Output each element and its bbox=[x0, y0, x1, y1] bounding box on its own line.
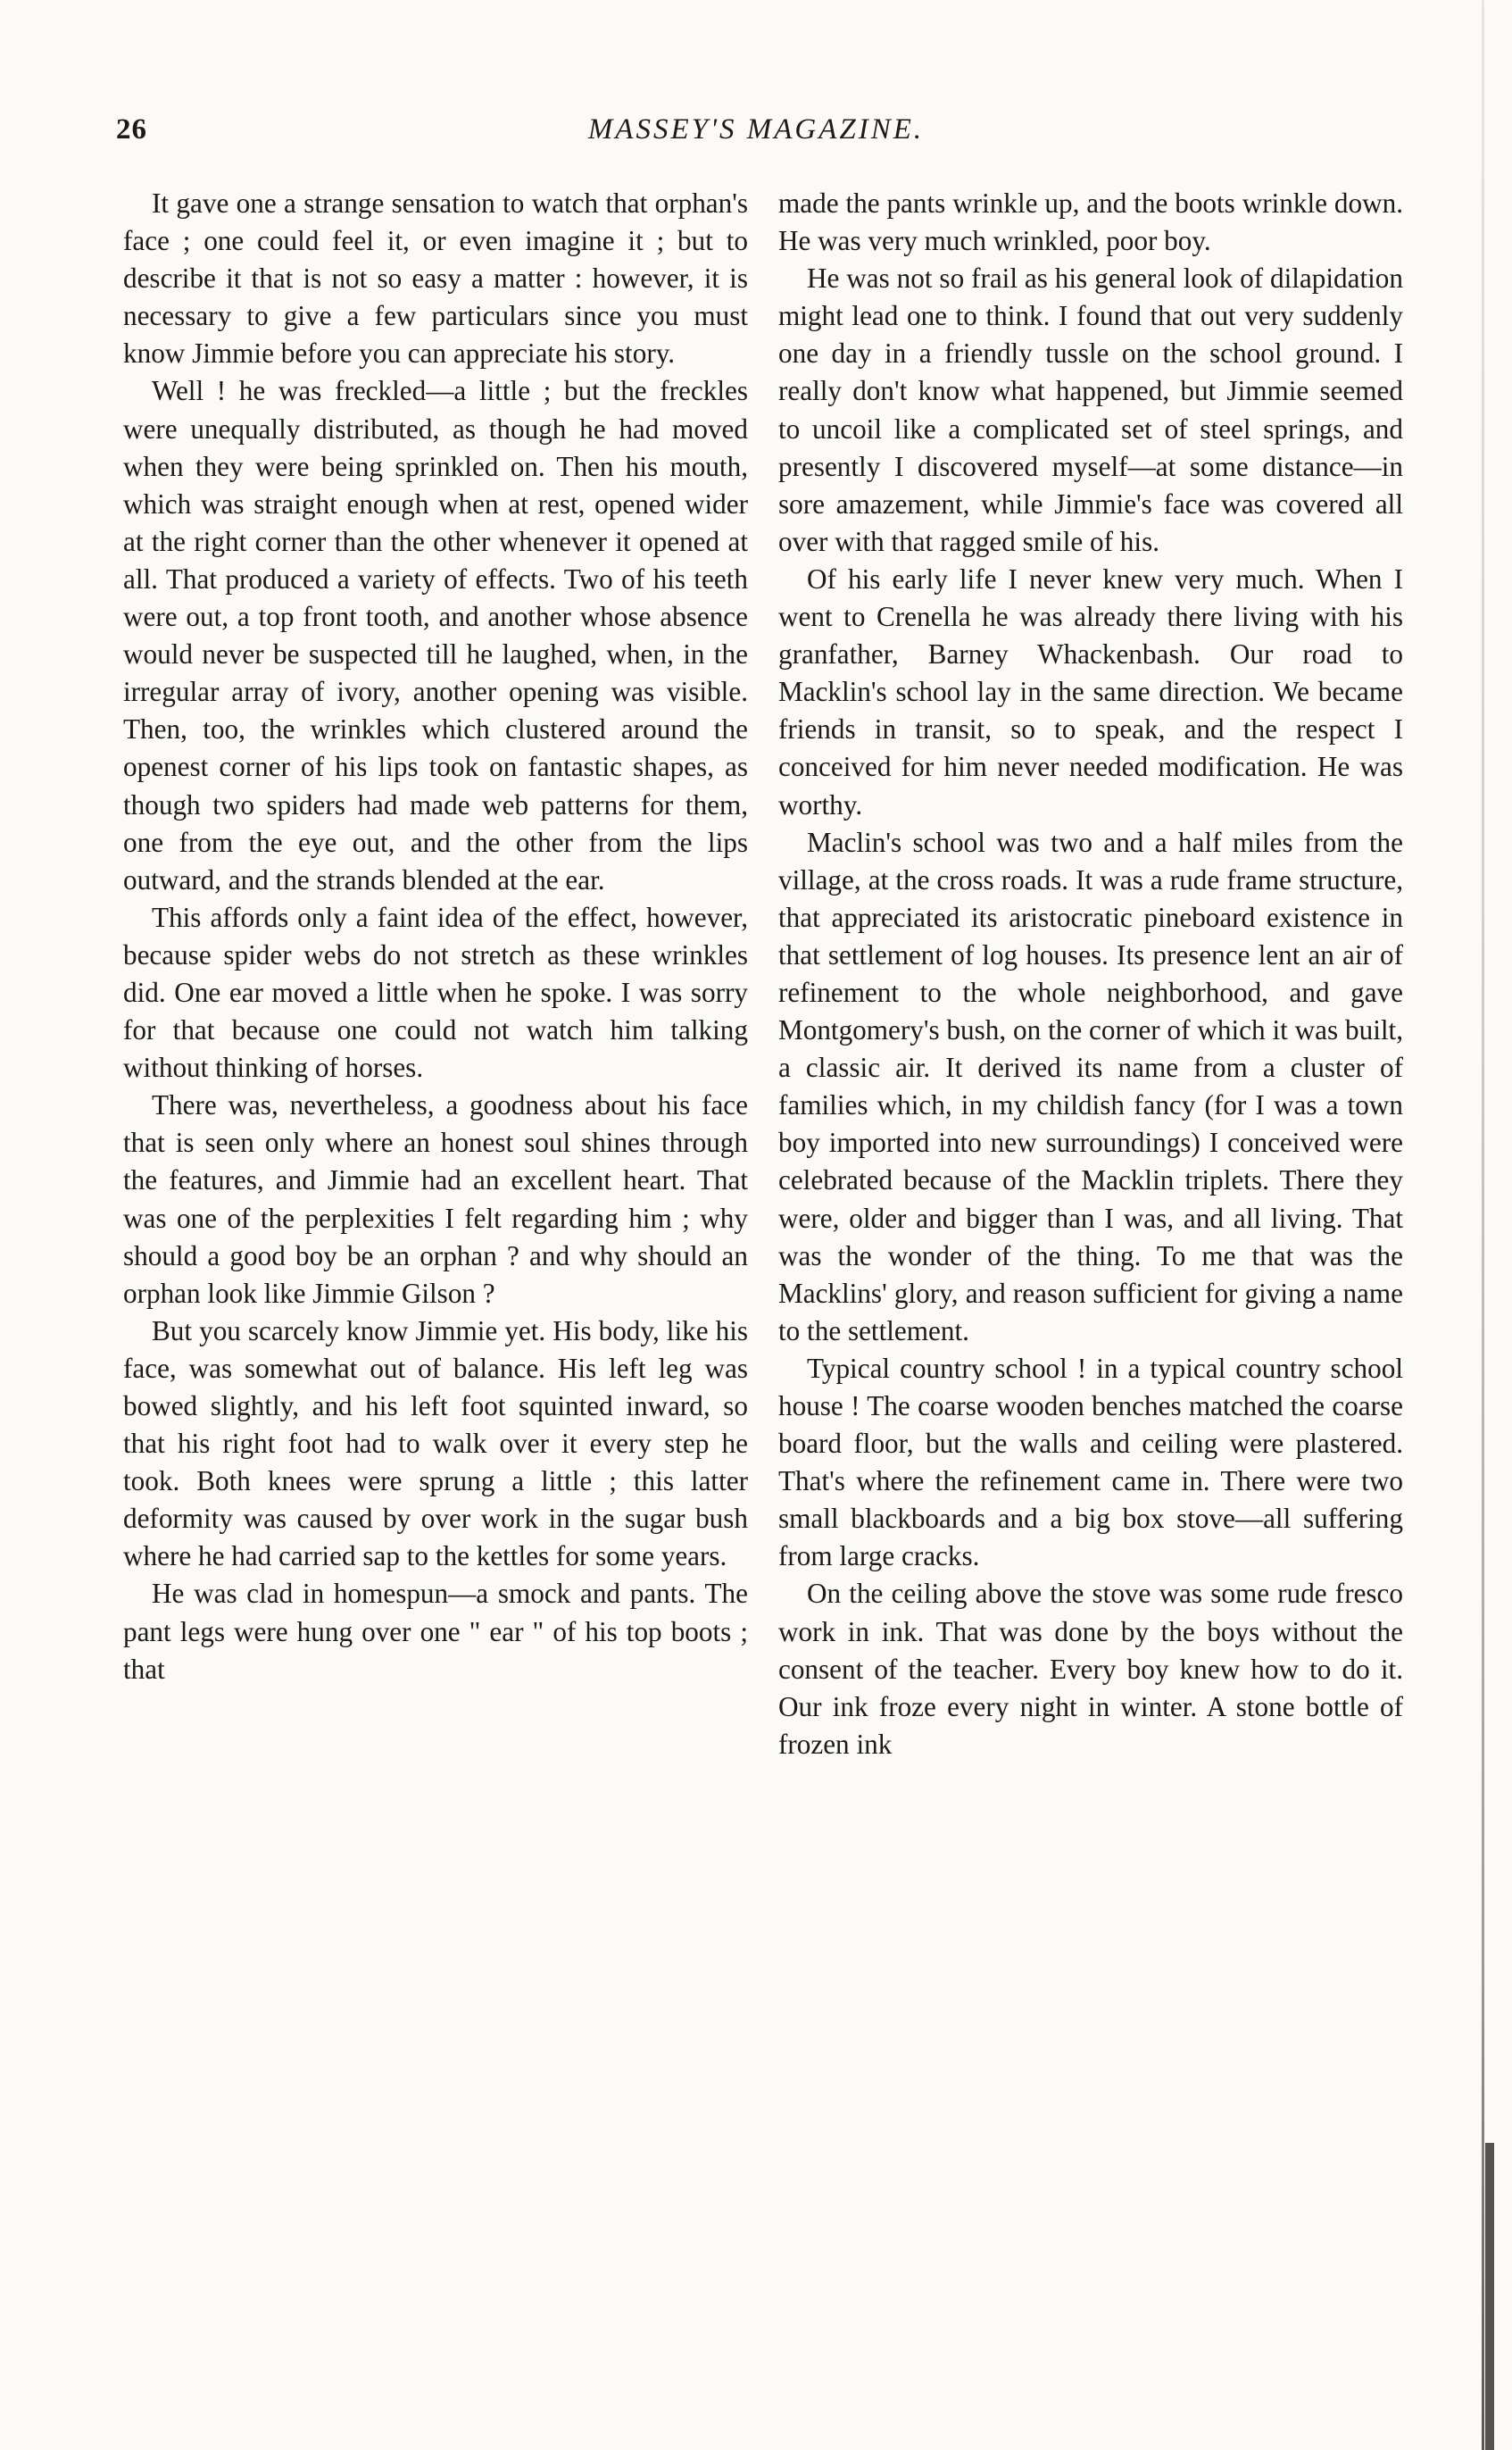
paragraph: This affords only a faint idea of the effect, however, because spider webs do not stretch as these wrinkles did. One ear moved a little when he spoke. I was sorry for that because one could not watch him talking without thinking of horses. bbox=[123, 901, 748, 1084]
right-column bbox=[778, 185, 1403, 1763]
running-title: MASSEY'S MAGAZINE. bbox=[587, 113, 925, 146]
paragraph: Well ! he was freckled—a little ; but the freckles were unequally distributed, as though he had moved when they were being sprinkled on. Then his mouth, which was straight enough when at rest, opened wider at the right corner than the other whenever it opened at all. That produced a variety of effects. Two of his teeth were out, a top front tooth, and another whose absence would never be suspected till he laughed, when, in the irregular array of ivory, another opening was visible. Then, too, the wrinkles which clustered around the openest corner of his lips took on fantastic shapes, as though two spiders had made web patterns for them, one from the eye out, and the other from the lips outward, and the strands blended at the ear. bbox=[123, 375, 748, 896]
page-edge-shadow bbox=[1482, 0, 1484, 2450]
page-number: 26 bbox=[116, 113, 147, 146]
paragraph: Typical country school ! in a typical country school house ! The coarse wooden benches matched the coarse board floor, but the walls and ceiling were plastered. That's where the refinement came in. There were two small blackboards and a big box stove—all suffering from large cracks. bbox=[778, 1352, 1403, 1572]
page-edge-binding bbox=[1485, 2143, 1494, 2450]
paragraph: Maclin's school was two and a half miles from the village, at the cross roads. It was a rude frame structure, that appreciated its aristocratic pineboard existence in that settlement of log houses. Its presence lent an air of refinement to the whole neighborhood, and gave Montgomery's bush, on the corner of which it was built, a classic air. It derived its name from a cluster of families which, in my childish fancy (for I was a town boy imported into new surroundings) I conceived were celebrated because of the Macklin triplets. There they were, older and bigger than I was, and all living. That was the wonder of the thing. To me that was the Macklins' glory, and reason sufficient for giving a name to the settlement. bbox=[778, 826, 1403, 1346]
paragraph: There was, nevertheless, a goodness about his face that is seen only where an honest soul shines through the features, and Jimmie had an excellent heart. That was one of the perplexities I felt regarding him ; why should a good boy be an orphan ? and why should an orphan look like Jimmie Gilson ? bbox=[123, 1089, 748, 1309]
left-column bbox=[123, 185, 748, 1688]
paragraph-continued: made the pants wrinkle up, and the boots wrinkle down. He was very much wrinkled, poor boy. bbox=[778, 188, 1403, 257]
paragraph: On the ceiling above the stove was some rude fresco work in ink. That was done by the boys without the consent of the teacher. Every boy knew how to do it. Our ink froze every night in winter. A stone bottle of frozen ink bbox=[778, 1578, 1403, 1760]
paragraph: Of his early life I never knew very much. When I went to Crenella he was already there living with his granfather, Barney Whackenbash. Our road to Macklin's school lay in the same direction. We became friends in transit, so to speak, and the respect I conceived for him never needed modification. He was worthy. bbox=[778, 562, 1403, 821]
paragraph: But you scarcely know Jimmie yet. His body, like his face, was somewhat out of balance. His left leg was bowed slightly, and his left foot squinted inward, so that his right foot had to walk over it every step he took. Both knees were sprung a little ; this latter deformity was caused by over work in the sugar bush where he had carried sap to the kettles for some years. bbox=[123, 1314, 748, 1572]
paragraph: It gave one a strange sensation to watch that orphan's face ; one could feel it, or even imagine it ; but to describe it that is not so easy a matter : however, it is necessary to give a few particulars since you must know Jimmie before you can appreciate his story. bbox=[123, 188, 748, 370]
paragraph: He was not so frail as his general look of dilapidation might lead one to think. I found that out very suddenly one day in a friendly tussle on the school ground. I really don't know what happened, but Jimmie seemed to uncoil like a complicated set of steel springs, and presently I discovered myself—at some distance—in sore amazement, while Jimmie's face was covered all over with that ragged smile of his. bbox=[778, 262, 1403, 557]
paragraph: He was clad in homespun—a smock and pants. The pant legs were hung over one " ear " of his top boots ; that bbox=[123, 1578, 748, 1685]
